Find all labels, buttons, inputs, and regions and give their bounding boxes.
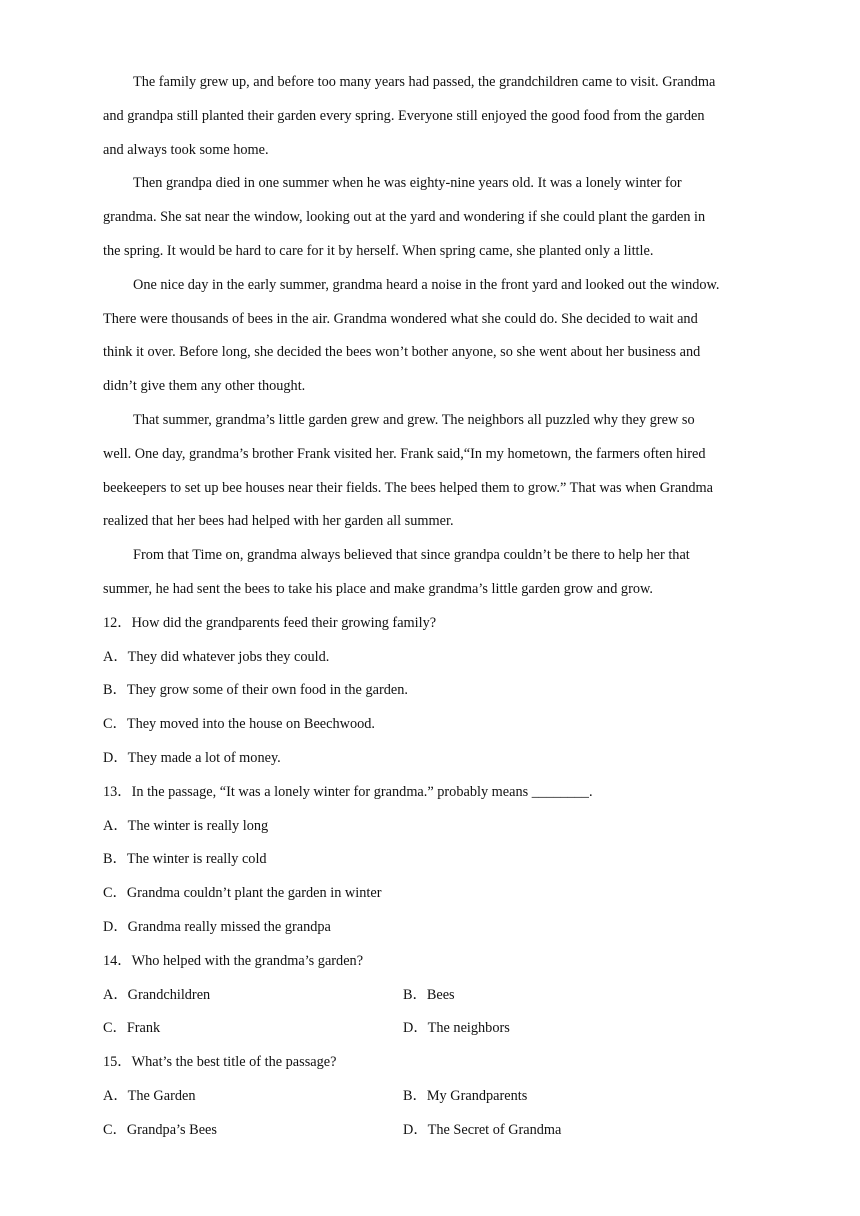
reading-passage [103,66,763,607]
text-line: One nice day in the early summer, grandma heard a noise in the front yard and looked out the window. [133,276,720,293]
text-line: well. One day, grandma’s brother Frank visited her. Frank said,“In my hometown, the farmers often hired [103,445,706,462]
text-line: From that Time on, grandma always believed that since grandpa couldn’t be there to help her that [133,547,690,564]
text-line: The family grew up, and before too many years had passed, the grandchildren came to visit. Grandma [133,74,716,90]
text-line: beekeepers to set up bee houses near their fields. The bees helped them to grow.” That was when Grandma [103,479,713,496]
text-line: the spring. It would be hard to care for it by herself. When spring came, she planted only a little. [103,242,654,259]
text-line: grandma. She sat near the window, looking out at the yard and wondering if she could plant the garden in [103,209,706,226]
question-12 [103,607,763,776]
answer-option: C．Grandma couldn’t plant the garden in winter [103,885,382,902]
answer-option: B．The winter is really cold [103,851,267,868]
answer-option: A．Grandchildren [103,986,211,1003]
question-14 [103,945,763,1046]
page-content [103,66,763,1148]
answer-option: B．My Grandparents [403,1087,528,1104]
text-line: Then grandpa died in one summer when he was eighty-nine years old. It was a lonely winter for [133,175,682,192]
text-line: There were thousands of bees in the air. Grandma wondered what she could do. She decided to wait and [103,310,698,327]
text-line: didn’t give them any other thought. [103,378,306,395]
answer-option: C．Grandpa’s Bees [103,1121,217,1138]
text-line: realized that her bees had helped with her garden all summer. [103,513,454,530]
answer-option: C．Frank [103,1020,161,1037]
answer-option: B．They grow some of their own food in the garden. [103,682,408,699]
answer-option: D．They made a lot of money. [103,749,281,766]
question-13 [103,776,763,945]
question-stem: 15．What’s the best title of the passage? [103,1054,337,1071]
answer-option: B．Bees [403,986,455,1003]
passage-paragraph [103,269,763,404]
question-stem: 12．How did the grandparents feed their growing family? [103,614,437,631]
answer-option-row [103,1114,763,1148]
answer-option-row [103,979,763,1013]
passage-paragraph [103,539,763,607]
answer-option: A．The winter is really long [103,817,269,834]
passage-paragraph [103,167,763,268]
question-stem: 14．Who helped with the grandma’s garden? [103,952,364,969]
question-stem: 13．In the passage, “It was a lonely winter for grandma.” probably means ________. [103,783,593,800]
answer-option: A．The Garden [103,1087,196,1104]
text-line: and always took some home. [103,141,269,158]
text-line: think it over. Before long, she decided the bees won’t bother anyone, so she went about her business and [103,344,701,361]
answer-option: D．The neighbors [403,1020,510,1037]
text-line: and grandpa still planted their garden every spring. Everyone still enjoyed the good food from the garden [103,107,705,124]
answer-option-row [103,1080,763,1114]
answer-option: A．They did whatever jobs they could. [103,648,330,665]
passage-paragraph [103,404,763,539]
question-15 [103,1046,763,1147]
passage-paragraph [103,66,763,167]
text-line: summer, he had sent the bees to take his place and make grandma’s little garden grow and grow. [103,580,653,597]
answer-option: D．The Secret of Grandma [403,1121,562,1138]
answer-option: D．Grandma really missed the grandpa [103,918,331,935]
answer-option-row [103,1012,763,1046]
answer-option: C．They moved into the house on Beechwood. [103,716,375,733]
text-line: That summer, grandma’s little garden grew and grew. The neighbors all puzzled why they grew so [133,411,695,428]
